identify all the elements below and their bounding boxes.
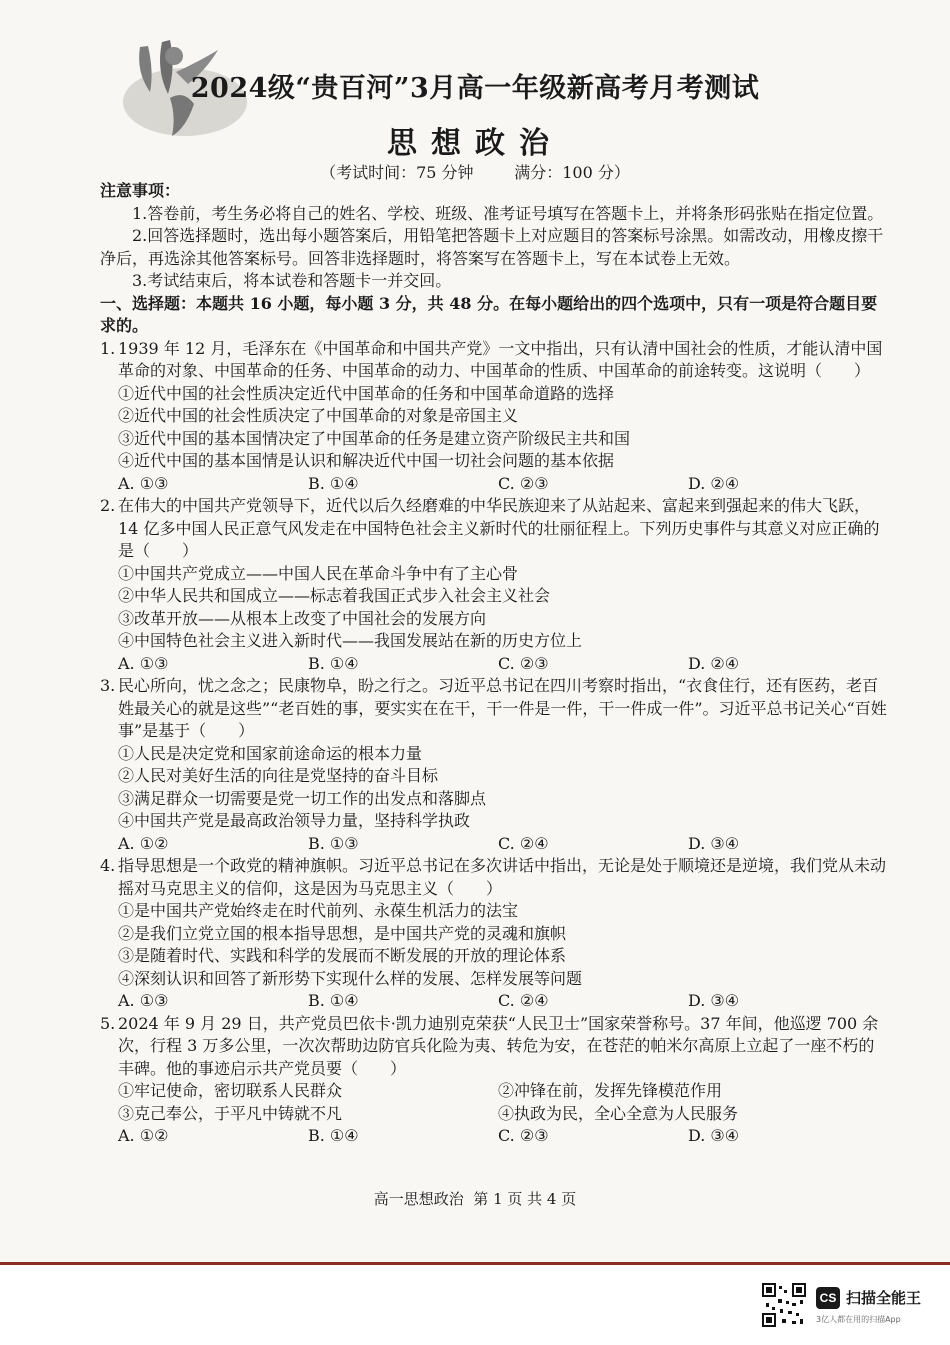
exam-content <box>100 180 890 1148</box>
note-item: 3.考试结束后，将本试卷和答题卡一并交回。 <box>132 271 452 290</box>
option-d: D. ③④ <box>688 833 740 853</box>
statement: ②人民对美好生活的向往是党坚持的奋斗目标 <box>118 766 439 785</box>
statement: ②冲锋在前，发挥先锋模范作用 <box>498 1081 723 1100</box>
statement: ③改革开放——从根本上改变了中国社会的发展方向 <box>118 608 487 628</box>
statement: ③克己奉公，于平凡中铸就不凡 <box>118 1103 343 1123</box>
statement: ③满足群众一切需要是党一切工作的出发点和落脚点 <box>118 788 487 808</box>
question-4 <box>100 855 890 1013</box>
exam-title: 2024级“贵百河”3月高一年级新高考月考测试 <box>190 73 760 104</box>
option-c: C. ②③ <box>498 473 549 493</box>
statement: ①是中国共产党始终走在时代前列、永葆生机活力的法宝 <box>118 901 519 920</box>
statement: ③近代中国的基本国情决定了中国革命的任务是建立资产阶级民主共和国 <box>118 428 631 448</box>
statement: ④深刻认识和回答了新形势下实现什么样的发展、怎样发展等问题 <box>118 968 583 988</box>
question-stem: 2024 年 9 月 29 日，共产党员巴依卡·凯力迪别克荣获“人民卫士”国家荣誉称号。37 年间，他巡逻 700 余次，行程 3 万多公里，一次次帮助边防官兵化险为夷、转危为安，在苍茫的帕米尔高原上立起了一座不朽的丰碑。他的事迹启示共产党员要（ ） <box>118 1013 879 1078</box>
option-a: A. ①② <box>118 1126 169 1145</box>
question-stem: 民心所向，忧之念之；民康物阜，盼之行之。习近平总书记在四川考察时指出，“衣食住行，还有医药，老百姓最关心的就是这些”“老百姓的事，要实实在在干，干一件是一件，干一件成一件”。习近平总书记关心“百姓事”是基于（ ） <box>118 676 887 740</box>
question-5 <box>100 1013 890 1148</box>
scanner-tagline: 3亿人都在用的扫描App <box>816 1315 901 1324</box>
question-number: 1. <box>100 338 116 358</box>
option-c: C. ②④ <box>498 991 549 1010</box>
option-c: C. ②③ <box>498 1126 549 1145</box>
statement: ④近代中国的基本国情是认识和解决近代中国一切社会问题的基本依据 <box>118 451 615 470</box>
option-a: A. ①③ <box>118 653 169 673</box>
subject-title: 思想政治 <box>387 126 563 161</box>
option-d: D. ③④ <box>688 991 740 1010</box>
option-a: A. ①③ <box>118 473 169 493</box>
question-number: 4. <box>100 856 116 875</box>
scanner-logo: CS <box>816 1287 840 1309</box>
notes-heading: 注意事项： <box>100 181 181 200</box>
question-1 <box>100 338 890 496</box>
statement: ④中国共产党是最高政治领导力量，坚持科学执政 <box>118 811 471 830</box>
option-b: B. ①③ <box>308 833 359 853</box>
answer-options <box>100 653 890 676</box>
option-a: A. ①③ <box>118 991 169 1010</box>
scanner-name: 扫描全能王 <box>846 1289 922 1307</box>
note-item: 1.答卷前，考生务必将自己的姓名、学校、班级、准考证号填写在答题卡上，并将条形码张贴在指定位置。 <box>132 203 884 223</box>
answer-options <box>100 473 890 496</box>
option-a: A. ①② <box>118 833 169 853</box>
statement: ②是我们立党立国的根本指导思想，是中国共产党的灵魂和旗帜 <box>118 923 567 943</box>
page-footer: 高一思想政治 第 1 页 共 4 页 <box>373 1190 577 1208</box>
question-3 <box>100 675 890 855</box>
option-d: D. ②④ <box>688 473 740 493</box>
statement: ①近代中国的社会性质决定近代中国革命的任务和中国革命道路的选择 <box>118 383 615 403</box>
option-d: D. ②④ <box>688 653 740 673</box>
answer-options <box>100 1125 890 1148</box>
option-d: D. ③④ <box>688 1126 740 1145</box>
statement-grid <box>100 1080 890 1125</box>
answer-options <box>100 833 890 856</box>
option-b: B. ①④ <box>308 473 359 493</box>
answer-options <box>100 990 890 1013</box>
question-number: 5. <box>100 1013 116 1033</box>
option-b: B. ①④ <box>308 991 359 1010</box>
option-c: C. ②④ <box>498 833 549 853</box>
statement: ②近代中国的社会性质决定了中国革命的对象是帝国主义 <box>118 406 519 425</box>
question-stem: 在伟大的中国共产党领导下，近代以后久经磨难的中华民族迎来了从站起来、富起来到强起来的伟大飞跃，14 亿多中国人民正意气风发走在中国特色社会主义新时代的壮丽征程上。下列历史事件与其意义对应正确的是（ ） <box>118 496 880 560</box>
question-number: 3. <box>100 676 116 695</box>
qr-code-icon <box>762 1283 806 1327</box>
statement: ④中国特色社会主义进入新时代——我国发展站在新的历史方位上 <box>118 631 583 650</box>
option-b: B. ①④ <box>308 1126 359 1145</box>
question-number: 2. <box>100 496 116 515</box>
option-c: C. ②③ <box>498 653 549 673</box>
statement: ④执政为民，全心全意为人民服务 <box>498 1103 739 1123</box>
section-heading: 一、选择题：本题共 16 小题，每小题 3 分，共 48 分。在每小题给出的四个选项中，只有一项是符合题目要求的。 <box>100 293 878 335</box>
option-b: B. ①④ <box>308 653 359 673</box>
exam-time-and-score: （考试时间：75 分钟 满分：100 分） <box>320 163 630 182</box>
question-stem: 指导思想是一个政党的精神旗帜。习近平总书记在多次讲话中指出，无论是处于顺境还是逆境，我们党从未动摇对马克思主义的信仰，这是因为马克思主义（ ） <box>118 856 887 898</box>
question-2 <box>100 495 890 675</box>
statement: ②中华人民共和国成立——标志着我国正式步入社会主义社会 <box>118 586 551 605</box>
note-item: 2.回答选择题时，选出每小题答案后，用铅笔把答题卡上对应题目的答案标号涂黑。如需改动，用橡皮擦干净后，再选涂其他答案标号。回答非选择题时，将答案写在答题卡上，写在本试卷上无效。 <box>100 226 884 268</box>
statement: ①牢记使命，密切联系人民群众 <box>118 1081 343 1100</box>
question-stem: 1939 年 12 月，毛泽东在《中国革命和中国共产党》一文中指出，只有认清中国社会的性质，才能认清中国革命的对象、中国革命的任务、中国革命的动力、中国革命的性质、中国革命的前途转变。这说明（ ） <box>118 338 883 380</box>
statement: ③是随着时代、实践和科学的发展而不断发展的开放的理论体系 <box>118 946 567 965</box>
statement: ①人民是决定党和国家前途命运的根本力量 <box>118 743 423 763</box>
statement: ①中国共产党成立——中国人民在革命斗争中有了主心骨 <box>118 563 519 583</box>
